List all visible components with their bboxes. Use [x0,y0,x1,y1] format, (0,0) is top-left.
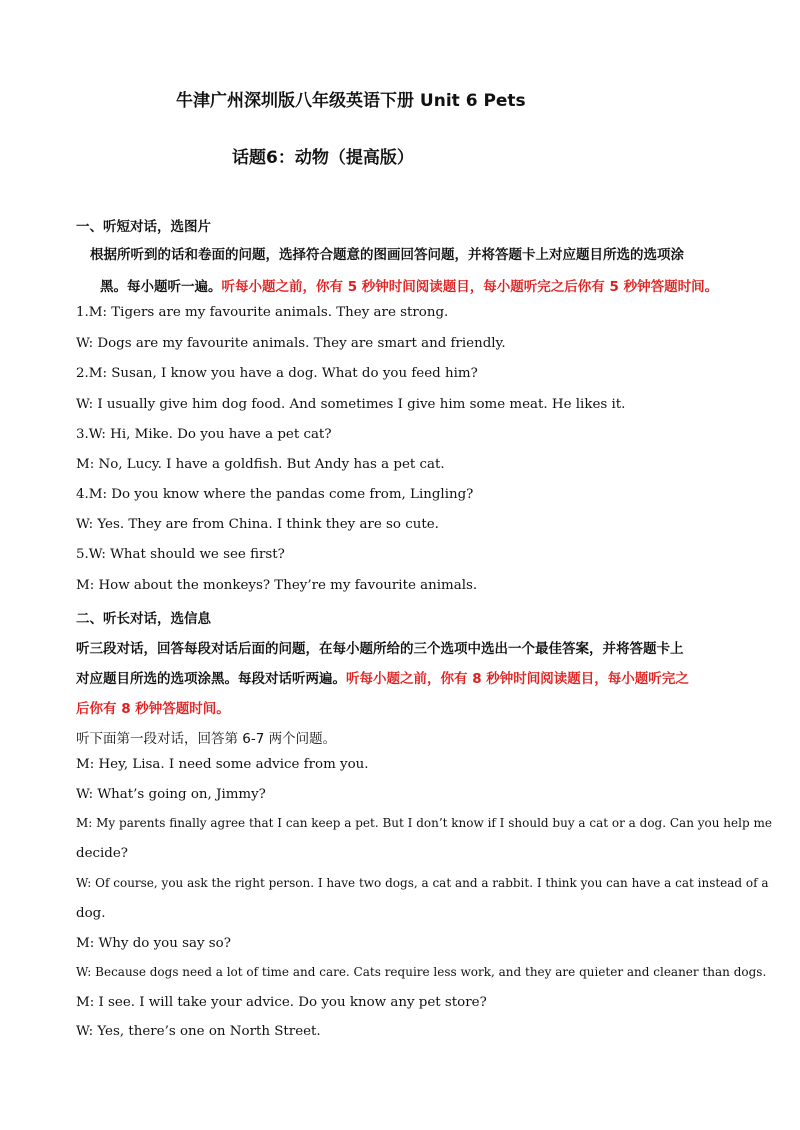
dialogue-line: W: Yes, there’s one on North Street. [76,1024,321,1039]
dialogue-line: W: I usually give him dog food. And sometimes I give him some meat. He likes it. [76,397,626,412]
document-title: 牛津广州深圳版八年级英语下册 Unit 6 Pets [176,91,526,111]
section-1-timing-note: 听每小题之前，你有 5 秒钟时间阅读题目，每小题听完之后你有 5 秒钟答题时间。 [221,279,719,295]
dialogue-line: M: Hey, Lisa. I need some advice from you. [76,757,369,772]
section-2-instruction-line-2 [76,667,689,687]
dialogue-line: decide? [76,846,128,861]
dialogue-line: 3.W: Hi, Mike. Do you have a pet cat? [76,427,332,442]
dialogue-line: M: Why do you say so? [76,936,231,951]
section-1-heading: 一、听短对话，选图片 [76,219,211,235]
dialogue-line: W: What’s going on, Jimmy? [76,787,266,802]
dialogue-line: W: Dogs are my favourite animals. They are smart and friendly. [76,336,506,351]
section-1-instruction-text: 黑。每小题听一遍。 [100,279,222,295]
dialogue-line: 2.M: Susan, I know you have a dog. What do you feed him? [76,366,478,381]
dialogue-line: W: Yes. They are from China. I think they are so cute. [76,517,439,532]
section-1-instruction-line-2 [100,275,718,295]
dialogue-line: M: I see. I will take your advice. Do you know any pet store? [76,995,487,1010]
dialogue-prompt: 听下面第一段对话，回答第 6-7 两个问题。 [76,731,337,747]
section-2-heading: 二、听长对话，选信息 [76,611,211,627]
section-2-timing-note-continued: 后你有 8 秒钟答题时间。 [76,701,230,717]
dialogue-line: dog. [76,906,106,921]
section-2-instruction-text: 对应题目所选的选项涂黑。每段对话听两遍。 [76,671,346,687]
dialogue-line: M: My parents finally agree that I can keep a pet. But I don’t know if I should buy a cat or a dog. Can you help me [76,816,772,830]
dialogue-line: M: No, Lucy. I have a goldfish. But Andy has a pet cat. [76,457,445,472]
section-2-timing-note: 听每小题之前，你有 8 秒钟时间阅读题目，每小题听完之 [346,671,689,687]
dialogue-line: W: Of course, you ask the right person. I have two dogs, a cat and a rabbit. I think you can have a cat instead of a [76,876,769,890]
dialogue-line: M: How about the monkeys? They’re my favourite animals. [76,578,478,593]
dialogue-line: 5.W: What should we see first? [76,547,285,562]
dialogue-line: 4.M: Do you know where the pandas come from, Lingling? [76,487,474,502]
dialogue-line: 1.M: Tigers are my favourite animals. They are strong. [76,305,449,320]
section-2-instruction-line-1: 听三段对话，回答每段对话后面的问题，在每小题所给的三个选项中选出一个最佳答案，并将答题卡上 [76,641,684,657]
section-1-instruction-line-1: 根据所听到的话和卷面的问题，选择符合题意的图画回答问题，并将答题卡上对应题目所选的选项涂 [90,247,684,263]
dialogue-line: W: Because dogs need a lot of time and care. Cats require less work, and they are quieter and cleaner than dogs. [76,965,767,979]
document-subtitle: 话题6：动物（提高版） [232,148,414,168]
